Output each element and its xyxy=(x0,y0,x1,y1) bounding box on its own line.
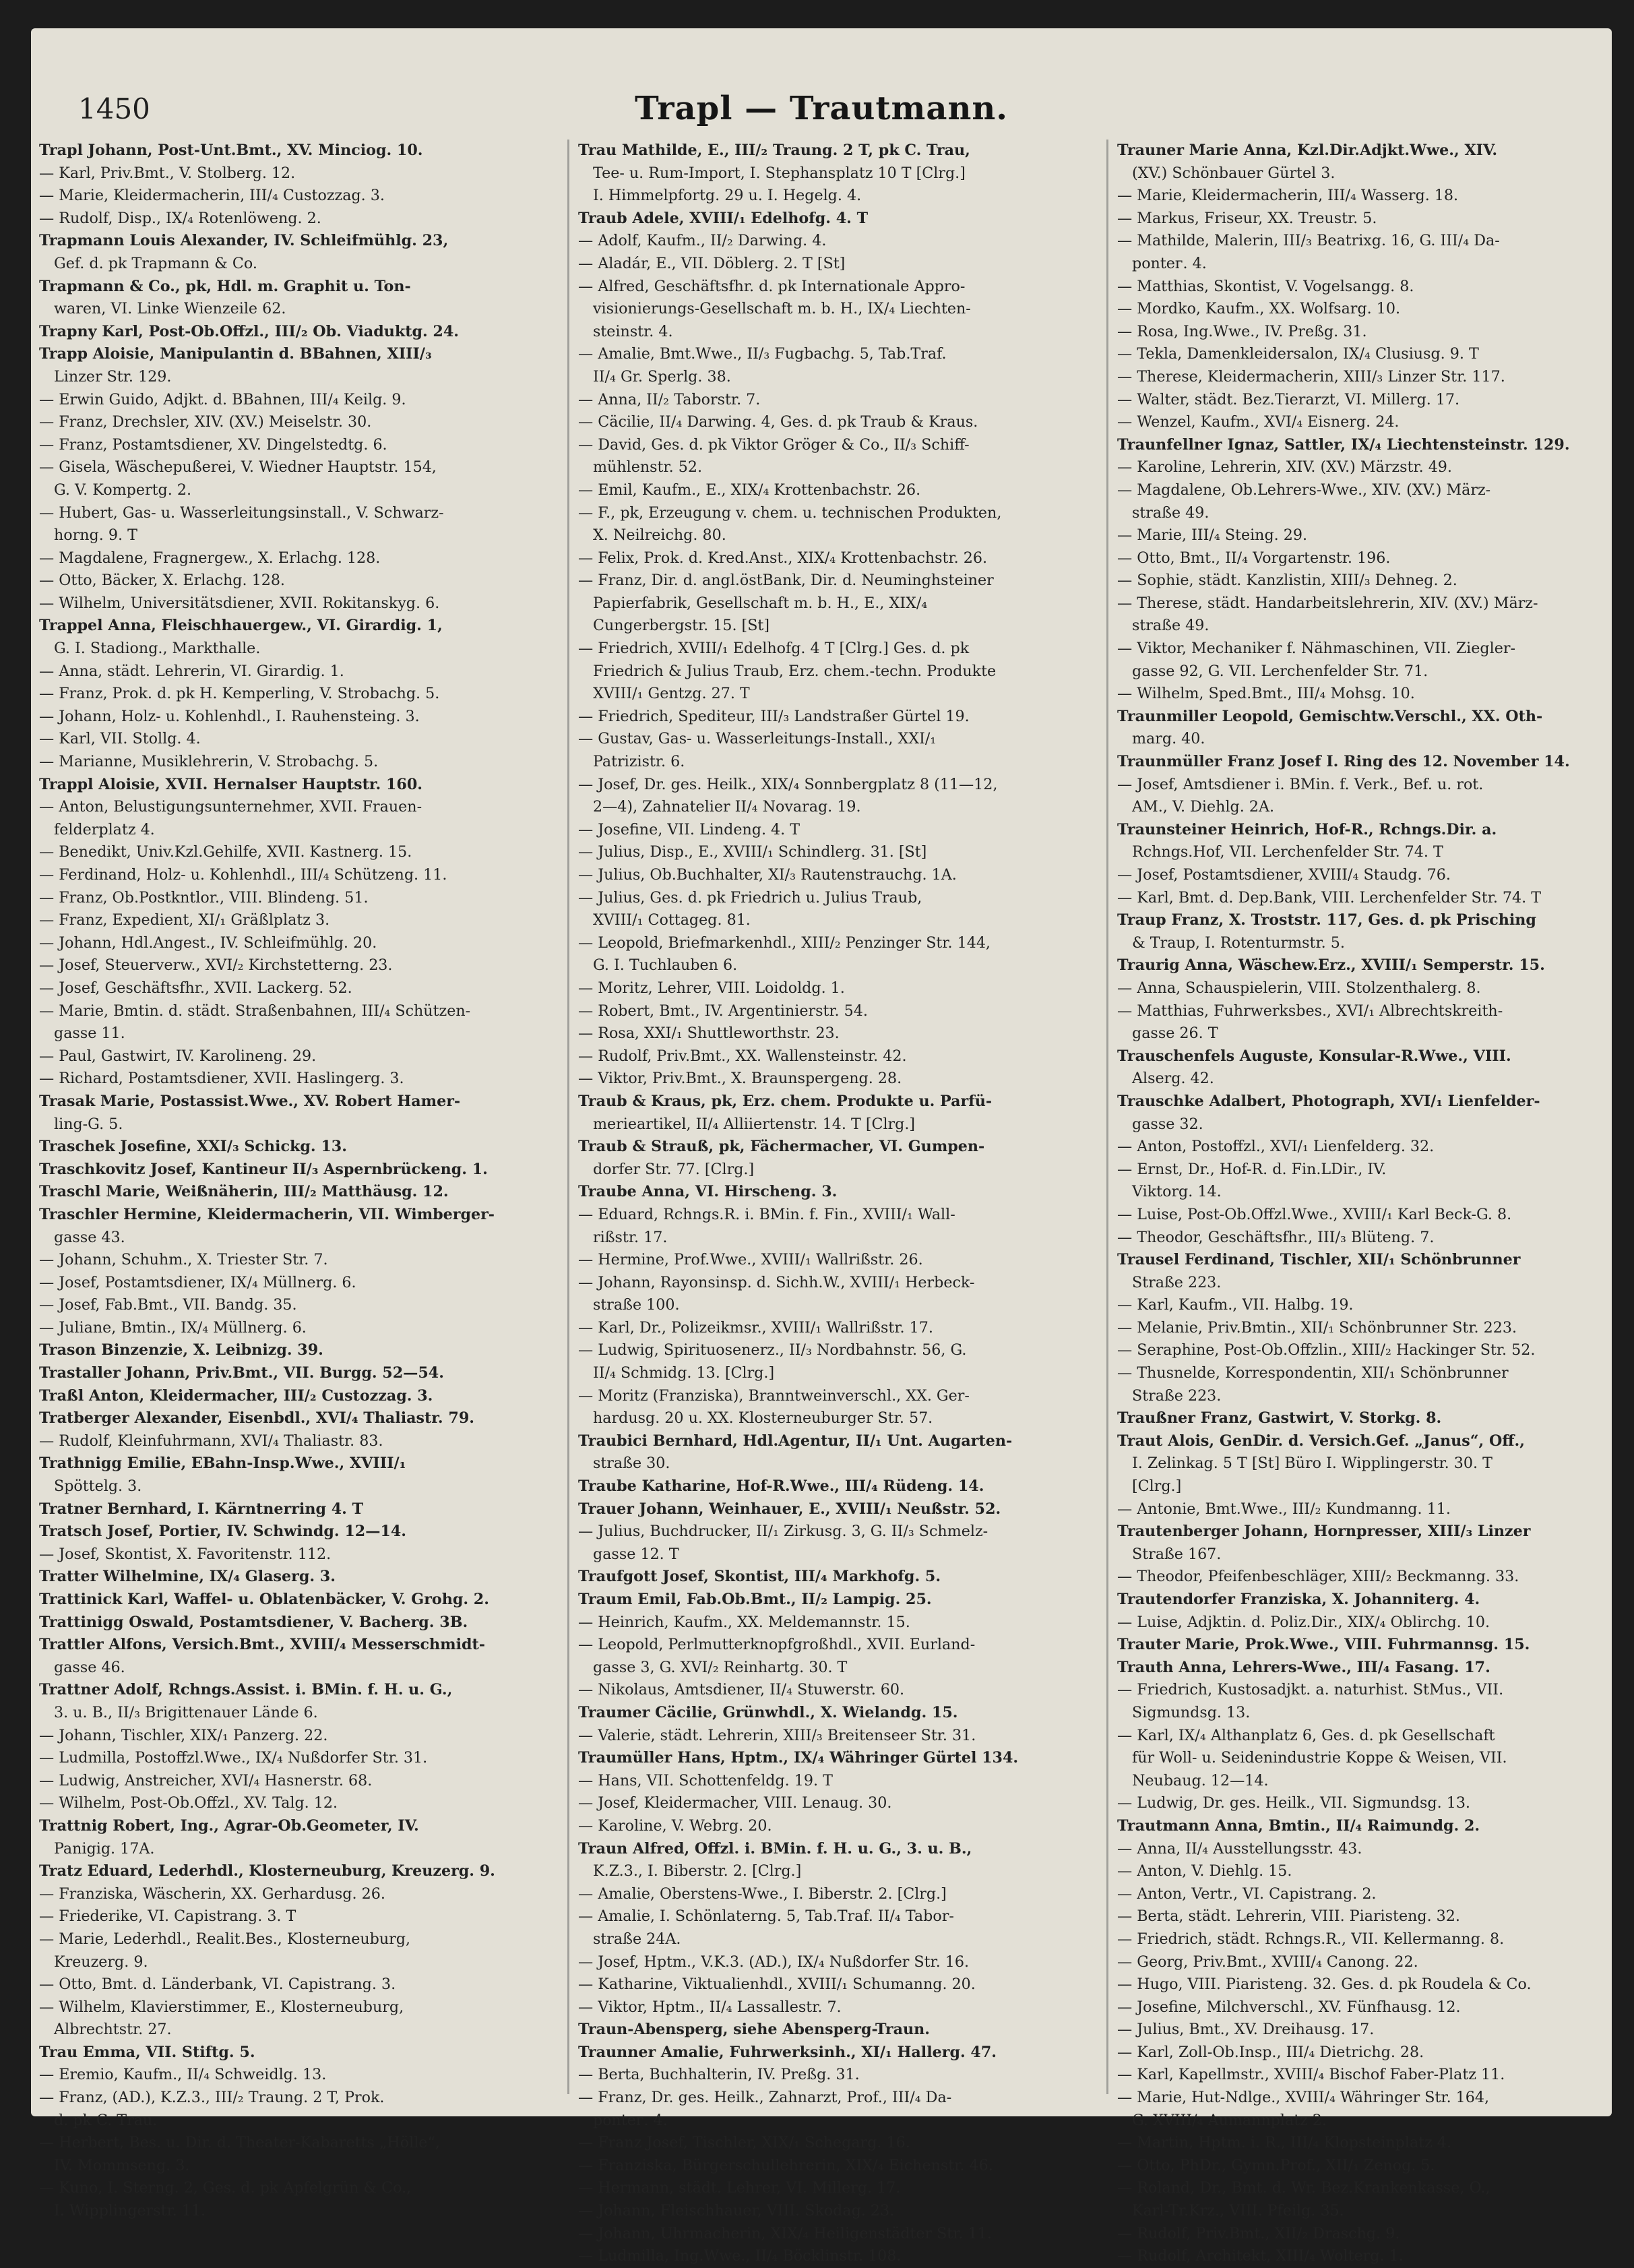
entry-line: — Eremio, Kaufm., II/₄ Schweidlg. 13. xyxy=(39,2066,327,2084)
entry-line: — Melanie, Priv.Bmtin., XII/₁ Schönbrunner Str. 223. xyxy=(1117,1318,1517,1337)
entry-line: — Friedrich, Spediteur, III/₃ Landstraßer Gürtel 19. xyxy=(578,707,970,725)
entry-line: — Marie, Lederhdl., Realit.Bes., Klosterneuburg, xyxy=(39,1930,411,1948)
entry-line: — Franz, Prok. d. pk H. Kemperling, V. Strobachg. 5. xyxy=(39,685,440,703)
entry-line: — Josef, Geschäftsfhr., XVII. Lackerg. 52. xyxy=(39,979,352,997)
entry-line: — Ludwig, Spirituosenerz., II/₃ Nordbahnstr. 56, G. xyxy=(578,1341,967,1359)
entry-line: — Marie, Hut-Ndlge., XVIII/₄ Währinger Str. 164, xyxy=(1117,2089,1490,2107)
entry-line: — Luise, Adjktin. d. Poliz.Dir., XIX/₄ Oblirchg. 10. xyxy=(1117,1613,1490,1631)
entry-line: — Otto, Bäcker, X. Erlachg. 128. xyxy=(39,572,285,590)
entry-line: straße 49. xyxy=(1132,617,1209,635)
column-divider xyxy=(1106,140,1108,2094)
entry-line: — Luise, Post-Ob.Offzl.Wwe., XVIII/₁ Karl Beck-G. 8. xyxy=(1117,1205,1512,1223)
entry-line: — Wilhelm, Post-Ob.Offzl., XV. Talg. 12. xyxy=(39,1794,338,1812)
entry-line: Spöttelg. 3. xyxy=(54,1477,142,1496)
entry-line: XVIII/₁ Gentzg. 27. T xyxy=(593,685,750,703)
entry-head-line: Traunfellner Ignaz, Sattler, IX/₄ Liechtensteinstr. 129. xyxy=(1117,435,1570,454)
entry-head-line: Trausel Ferdinand, Tischler, XII/₁ Schönbrunner xyxy=(1117,1251,1521,1269)
entry-line: — Johann, Uhrmacherin, XIX/₄ Heiligenstädter Str. 11. xyxy=(578,2224,992,2242)
entry-line: — Karl, IX/₄ Althanplatz 6, Ges. d. pk Gesellschaft xyxy=(1117,1726,1495,1744)
entry-line: — Julius, Ges. d. pk Friedrich u. Julius Traub, xyxy=(578,888,922,907)
entry-line: — Leopold, Perlmutterknopfgroßhdl., XVII. Eurland- xyxy=(578,1636,976,1654)
entry-line: G. V. Kompertg. 2. xyxy=(54,481,191,499)
entry-line: straße 24A. xyxy=(593,1930,681,1948)
entry-line: — Marie, Kleidermacherin, III/₄ Custozzag. 3. xyxy=(39,187,385,205)
entry-line: I. Zelinkag. 5 T [St] Büro I. Wipplingerstr. 30. T xyxy=(1132,1454,1492,1473)
entry-line: — Friedrich, städt. Rchngs.R., VII. Kellermanng. 8. xyxy=(1117,1930,1505,1948)
entry-line: — Hermine, Prof.Wwe., XVIII/₁ Wallrißstr. 26. xyxy=(578,1251,923,1269)
entry-line: — Franz, Ob.Postkntlor., VIII. Blindeng. 51. xyxy=(39,888,369,907)
entry-line: — Josef, Amtsdiener i. BMin. f. Verk., Bef. u. rot. xyxy=(1117,775,1484,793)
entry-head-line: Traut Alois, GenDir. d. Versich.Gef. „Janus“, Off., xyxy=(1117,1432,1525,1450)
entry-line: pontег. 4. xyxy=(1132,254,1207,272)
entry-line: gasse 11. xyxy=(54,1024,125,1043)
entry-line: Sigmundsg. 13. xyxy=(1132,1703,1251,1721)
entry-line: — Matthias, Fuhrwerksbes., XVI/₁ Albrechtskreith- xyxy=(1117,1002,1503,1020)
entry-head-line: Tratsch Josef, Portier, IV. Schwindg. 12—14. xyxy=(39,1523,406,1541)
entry-line: — Hugo, VIII. Piaristeng. 32. Ges. d. pk Roudela & Co. xyxy=(1117,1975,1532,1994)
entry-line: — Anna, städt. Lehrerin, VI. Girardig. 1. xyxy=(39,662,344,680)
entry-line: — Markus, Friseur, XX. Treustr. 5. xyxy=(1117,209,1377,227)
page-header xyxy=(31,92,1612,140)
directory-column-3 xyxy=(1117,140,1617,2265)
entry-line: — Josef, Hptm., V.K.3. (AD.), IX/₄ Nußdorfer Str. 16. xyxy=(578,1953,970,1971)
entry-line: — Josef, Steuerverw., XVI/₂ Kirchstetterng. 23. xyxy=(39,956,393,975)
entry-line: — Ernst, Dr., Hof-R. d. Fin.LDir., IV. xyxy=(1117,1160,1387,1178)
running-head: Trapl — Trautmann. xyxy=(635,90,1008,127)
entry-head-line: Trauschenfels Auguste, Konsular-R.Wwe., VIII. xyxy=(1117,1047,1511,1065)
directory-column-2 xyxy=(578,140,1096,2265)
entry-head-line: Trappel Anna, Fleischhauergew., VI. Girardig. 1, xyxy=(39,617,443,635)
entry-line: — Rudolf, Architekt, XIII/₄ Wolterg. 1. xyxy=(1117,2247,1404,2265)
entry-head-line: Traube Katharine, Hof-R.Wwe., III/₄ Rüdeng. 14. xyxy=(578,1477,984,1496)
entry-head-line: Traunsteiner Heinrich, Hof-R., Rchngs.Dir. a. xyxy=(1117,820,1497,838)
entry-line: Kreuzerg. 9. xyxy=(54,1953,148,1971)
entry-head-line: Trapny Karl, Post-Ob.Offzl., III/₂ Ob. Viaduktg. 24. xyxy=(39,322,460,340)
entry-head-line: Traschl Marie, Weißnäherin, III/₂ Matthäusg. 12. xyxy=(39,1183,449,1201)
entry-line: — Georg, Priv.Bmt., XVIII/₄ Canong. 22. xyxy=(1117,1953,1418,1971)
entry-line: visionierungs-Gesellschaft m. b. H., IX/₄ Liechten- xyxy=(593,300,971,318)
entry-line: — Franz Josef, Tischler, XIX/₁ Schegarg. 16. xyxy=(578,2134,910,2152)
entry-head-line: Traufgott Josef, Skontist, III/₄ Markhofg. 5. xyxy=(578,1568,941,1586)
entry-line: — Franz, Dir. d. angl.östBank, Dir. d. Neuminghsteiner xyxy=(578,572,994,590)
entry-head-line: Traum Emil, Fab.Ob.Bmt., II/₂ Lampig. 25. xyxy=(578,1591,932,1608)
entry-line: — Franziska, Wäscherin, XX. Gerhardusg. 26. xyxy=(39,1884,385,1903)
entry-line: — Friedrich, Kustosadjkt. a. naturhist. StMus., VII. xyxy=(1117,1681,1504,1699)
entry-line: Rchngs.Hof, VII. Lerchenfelder Str. 74. T xyxy=(1132,843,1443,861)
entry-line: Albrechtstr. 27. xyxy=(54,2021,172,2039)
entry-line: 3. u. B., II/₃ Brigittenauer Lände 6. xyxy=(54,1703,318,1721)
entry-line: — Julius, Bmt., XV. Dreihausg. 17. xyxy=(1117,2021,1375,2039)
entry-line: AM., V. Diehlg. 2A. xyxy=(1132,798,1275,816)
entry-line: G. I. Tuchlauben 6. xyxy=(593,956,738,975)
entry-line: — Juliane, Bmtin., IX/₄ Müllnerg. 6. xyxy=(39,1318,307,1337)
entry-line: dorfer Str. 77. [Clrg.] xyxy=(593,1160,755,1178)
entry-line: — Herbert, Bes. u. Dir. d. Theater-Kabaretts „Hölle“, xyxy=(39,2134,440,2152)
entry-line: — Karl, Kapellmstr., XVIII/₄ Bischof Faber-Platz 11. xyxy=(1117,2066,1505,2084)
entry-line: — Friedrich, XVIII/₁ Edelhofg. 4 T [Clrg.] Ges. d. pk xyxy=(578,640,970,658)
entry-line: gasse 92, G. VII. Lerchenfelder Str. 71. xyxy=(1132,662,1428,680)
entry-line: — Wilhelm, Universitätsdiener, XVII. Rokitanskyg. 6. xyxy=(39,594,440,612)
entry-head-line: Trathnigg Emilie, EBahn-Insp.Wwe., XVIII/₁ xyxy=(39,1454,406,1473)
entry-line: — Otto, Bmt., II/₄ Vorgartenstr. 196. xyxy=(1117,549,1391,567)
entry-head-line: Trauschke Adalbert, Photograph, XVI/₁ Lienfelder- xyxy=(1117,1092,1540,1110)
entry-line: X. Neilreichg. 80. xyxy=(593,526,726,545)
entry-line: & Traup, I. Rotenturmstr. 5. xyxy=(1132,933,1345,952)
entry-line: marg. 40. xyxy=(1132,730,1205,748)
entry-line: — Karl, Priv.Bmt., V. Stolberg. 12. xyxy=(39,164,296,182)
entry-line: hardusg. 20 u. XX. Klosterneuburger Str. 57. xyxy=(593,1409,933,1428)
entry-line: I. Himmelpfortg. 29 u. I. Hegelg. 4. xyxy=(593,187,862,205)
entry-line: Linzer Str. 129. xyxy=(54,367,172,386)
entry-line: rißstr. 17. xyxy=(593,1228,668,1246)
entry-line: — Hermann, städt. Lehrer, VI. Millerg. 17. xyxy=(578,2179,901,2197)
entry-line: gasse 43. xyxy=(54,1228,125,1246)
column-divider xyxy=(567,140,569,2094)
entry-head-line: Trauth Anna, Lehrers-Wwe., III/₄ Fasang. 17. xyxy=(1117,1658,1490,1676)
entry-line: — Moritz (Franziska), Branntweinverschl., XX. Ger- xyxy=(578,1386,970,1405)
entry-head-line: Traub & Strauß, pk, Fächermacher, VI. Gumpen- xyxy=(578,1138,985,1156)
entry-line: — Josef, Skontist, X. Favoritenstr. 112. xyxy=(39,1545,332,1563)
entry-line: — Josef, Postamtsdiener, XVIII/₄ Staudg. 76. xyxy=(1117,866,1451,884)
entry-line: — Rudolf, Priv.Bmt., XII/₂ Draschg. 9. xyxy=(1117,2224,1400,2242)
entry-line: — Anton, V. Diehlg. 15. xyxy=(1117,1862,1292,1880)
entry-line: — Paul, Gastwirt, IV. Karolineng. 29. xyxy=(39,1047,317,1065)
entry-head-line: Traun Alfred, Offzl. i. BMin. f. H. u. G., 3. u. B., xyxy=(578,1839,972,1858)
entry-line: gasse 26. T xyxy=(1132,1024,1218,1043)
entry-line: Papierfabrik, Gesellschaft m. b. H., E., XIX/₄ xyxy=(593,594,928,612)
entry-line: — Franz, Expedient, XI/₁ Gräßlplatz 3. xyxy=(39,911,330,929)
entry-line: — Kuno, I. Sterng. 2, Ges. d. pk Apfelgrün & Co., xyxy=(39,2179,412,2197)
entry-line: — Franz, Postamtsdiener, XV. Dingelstedtg. 6. xyxy=(39,435,387,454)
entry-line: — Richard, Postamtsdiener, XVII. Haslingerg. 3. xyxy=(39,1070,404,1088)
entry-head-line: Traup Franz, X. Troststr. 117, Ges. d. pk Prisching xyxy=(1117,911,1536,929)
entry-line: — Gisela, Wäschepußerei, V. Wiedner Hauptstr. 154, xyxy=(39,458,437,477)
entry-line: — Matthias, Skontist, V. Vogelsangg. 8. xyxy=(1117,277,1414,295)
entry-line: — Wenzel, Kaufm., XVI/₄ Eisnerg. 24. xyxy=(1117,413,1400,431)
entry-line: — Karl, Zoll-Ob.Insp., III/₄ Dietrichg. 28. xyxy=(1117,2043,1424,2061)
entry-head-line: Trattnig Robert, Ing., Agrar-Ob.Geometer, IV. xyxy=(39,1816,419,1835)
entry-line: — Anton, Belustigungsunternehmer, XVII. Frauen- xyxy=(39,798,422,816)
entry-line: — Leopold, Briefmarkenhdl., XIII/₂ Penzinger Str. 144, xyxy=(578,933,991,952)
entry-line: gasse 3, G. XVI/₂ Reinhartg. 30. T xyxy=(593,1658,848,1676)
entry-line: straße 49. xyxy=(1132,503,1209,522)
entry-line: — Roland, Dr., Bmt. d. Wr. Bez.Krankenkasse, O., xyxy=(1117,2179,1490,2197)
entry-head-line: Traub Adele, XVIII/₁ Edelhofg. 4. T xyxy=(578,209,869,227)
entry-line: [Clrg.] xyxy=(1132,1477,1182,1496)
entry-line: — Thusnelde, Korrespondentin, XII/₁ Schönbrunner xyxy=(1117,1364,1509,1382)
entry-head-line: Trauner Marie Anna, Kzl.Dir.Adjkt.Wwe., XIV. xyxy=(1117,142,1498,159)
entry-line: — Hans, VII. Schottenfeldg. 19. T xyxy=(578,1771,833,1789)
entry-head-line: Tratter Wilhelmine, IX/₄ Glaserg. 3. xyxy=(39,1568,336,1586)
entry-line: — Franz, Drechsler, XIV. (XV.) Meiselstr. 30. xyxy=(39,413,372,431)
entry-line: — Antonie, Bmt.Wwe., III/₂ Kundmanng. 11. xyxy=(1117,1500,1451,1518)
entry-line: — Valerie, städt. Lehrerin, XIII/₃ Breitenseer Str. 31. xyxy=(578,1726,976,1744)
entry-line: — Adolf, Kaufm., II/₂ Darwing. 4. xyxy=(578,232,827,250)
entry-head-line: Tratberger Alexander, Eisenbdl., XVI/₄ Thaliastr. 79. xyxy=(39,1409,474,1428)
entry-line: — Amalie, I. Schönlaterng. 5, Tab.Traf. II/₄ Tabor- xyxy=(578,1907,954,1926)
entry-line: Tee- u. Rum-Import, I. Stephansplatz 10 T [Clrg.] xyxy=(593,164,966,182)
entry-line: — Ludmilla, Ing.Wwe., II/₄ Böcklinstr. 108. xyxy=(578,2247,902,2265)
entry-line: — Magdalene, Fragnergew., X. Erlachg. 128. xyxy=(39,549,381,567)
entry-line: — Magdalene, Ob.Lehrers-Wwe., XIV. (XV.) März- xyxy=(1117,481,1491,499)
entry-line: — Seraphine, Post-Ob.Offzlin., XIII/₂ Hackinger Str. 52. xyxy=(1117,1341,1536,1359)
entry-line: (XV.) Schönbauer Gürtel 3. xyxy=(1132,164,1336,182)
entry-head-line: Trau Mathilde, E., III/₂ Traung. 2 T, pk C. Trau, xyxy=(578,142,970,159)
entry-head-line: Traschkovitz Josef, Kantineur II/₃ Aspernbrückeng. 1. xyxy=(39,1160,488,1178)
entry-line: II/₄ Gr. Sperlg. 38. xyxy=(593,367,731,386)
entry-line: — Amalie, Oberstens-Wwe., I. Biberstr. 2. [Clrg.] xyxy=(578,1884,947,1903)
entry-line: — Berta, städt. Lehrerin, VIII. Piaristeng. 32. xyxy=(1117,1907,1460,1926)
entry-head-line: Trappl Aloisie, XVII. Hernalser Hauptstr. 160. xyxy=(39,775,422,793)
entry-head-line: Trau Emma, VII. Stiftg. 5. xyxy=(39,2043,255,2061)
entry-line: — Ludwig, Dr. ges. Heilk., VII. Sigmundsg. 13. xyxy=(1117,1794,1470,1812)
entry-line: — Johann, Schuhm., X. Triester Str. 7. xyxy=(39,1251,328,1269)
entry-line: Neubaug. 12—14. xyxy=(1132,1771,1269,1789)
entry-line: — Hubert, Gas- u. Wasserleitungsinstall., V. Schwarz- xyxy=(39,503,444,522)
entry-line: — Eduard, Rchngs.R. i. BMin. f. Fin., XVIII/₁ Wall- xyxy=(578,1205,955,1223)
entry-line: — Viktor, Priv.Bmt., X. Braunspergeng. 28. xyxy=(578,1070,902,1088)
entry-line: Patrizistr. 6. xyxy=(593,753,685,771)
entry-line: — Theodor, Pfeifenbeschläger, XIII/₂ Beckmanng. 33. xyxy=(1117,1568,1519,1586)
entry-line: — Erwin Guido, Adjkt. d. BBahnen, III/₄ Keilg. 9. xyxy=(39,390,406,408)
entry-line: merieartikel, II/₄ Alliiertenstr. 14. T [Clrg.] xyxy=(593,1115,916,1133)
entry-head-line: Traunmüller Franz Josef I. Ring des 12. November 14. xyxy=(1117,753,1570,771)
entry-line: — Friederike, VI. Capistrang. 3. T xyxy=(39,1907,296,1926)
entry-line: Karl-Tr.Krz., VIII. Pfeilg. 35. xyxy=(1132,2202,1344,2220)
entry-head-line: Traunmiller Leopold, Gemischtw.Verschl., XX. Oth- xyxy=(1117,707,1543,725)
entry-head-line: Trastaller Johann, Priv.Bmt., VII. Burgg. 52—54. xyxy=(39,1364,444,1382)
entry-line: — Johann, Tischler, XIX/₁ Panzerg. 22. xyxy=(39,1726,328,1744)
entry-line: — Karl, Bmt. d. Dep.Bank, VIII. Lerchenfelder Str. 74. T xyxy=(1117,888,1542,907)
entry-head-line: Trauer Johann, Weinhauer, E., XVIII/₁ Neußstr. 52. xyxy=(578,1500,1001,1518)
entry-line: — Walter, städt. Bez.Tierarzt, VI. Millerg. 17. xyxy=(1117,390,1460,408)
entry-line: — Gustav, Gas- u. Wasserleitungs-Install., XXI/₁ xyxy=(578,730,937,748)
entry-line: — Marie, Bmtin. d. städt. Straßenbahnen, III/₄ Schützen- xyxy=(39,1002,471,1020)
entry-line: — Sophie, städt. Kanzlistin, XIII/₃ Dehneg. 2. xyxy=(1117,572,1457,590)
entry-head-line: Trattler Alfons, Versich.Bmt., XVIII/₄ Messerschmidt- xyxy=(39,1636,485,1654)
entry-head-line: Trautmann Anna, Bmtin., II/₄ Raimundg. 2. xyxy=(1117,1816,1480,1835)
entry-line: — Katharine, Viktualienhdl., XVIII/₁ Schumanng. 20. xyxy=(578,1975,976,1994)
entry-line: — Moritz, Lehrer, VIII. Loidoldg. 1. xyxy=(578,979,845,997)
entry-line: — Josef, Fab.Bmt., VII. Bandg. 35. xyxy=(39,1296,297,1314)
entry-line: gasse 12. T xyxy=(593,1545,679,1563)
entry-line: — Franz, Dr. ges. Heilk., Zahnarzt, Prof., III/₄ Da- xyxy=(578,2089,952,2107)
entry-head-line: Traun-Abensperg, siehe Abensperg-Traun. xyxy=(578,2021,930,2039)
entry-line: — Karl, Kaufm., VII. Halbg. 19. xyxy=(1117,1296,1354,1314)
entry-line: — Josefine, VII. Lindeng. 4. T xyxy=(578,820,800,838)
entry-line: — Rosa, XXI/₁ Shuttleworthstr. 23. xyxy=(578,1024,840,1043)
entry-line: — Josef, Postamtsdiener, IX/₄ Müllnerg. 6. xyxy=(39,1273,356,1291)
entry-line: ling-G. 5. xyxy=(54,1115,123,1133)
entry-head-line: Traube Anna, VI. Hirscheng. 3. xyxy=(578,1183,838,1201)
entry-line: — Emil, Kaufm., E., XIX/₄ Krottenbachstr. 26. xyxy=(578,481,921,499)
entry-head-line: Traunner Amalie, Fuhrwerksinh., XI/₁ Hallerg. 47. xyxy=(578,2043,997,2061)
entry-line: — Karl, Dr., Polizeikmsr., XVIII/₁ Wallrißstr. 17. xyxy=(578,1318,933,1337)
entry-head-line: Trasak Marie, Postassist.Wwe., XV. Robert Hamer- xyxy=(39,1092,461,1110)
entry-line: — Viktor, Mechaniker f. Nähmaschinen, VII. Ziegler- xyxy=(1117,640,1515,658)
entry-line: — Anton, Postoffzl., XVI/₁ Lienfelderg. 32. xyxy=(1117,1138,1435,1156)
entry-line: — Berta, Buchhalterin, IV. Preßg. 31. xyxy=(578,2066,860,2084)
entry-head-line: Trautendorfer Franziska, X. Johanniterg. 4. xyxy=(1117,1591,1480,1608)
entry-line: — Anton, Vertr., VI. Capistrang. 2. xyxy=(1117,1884,1377,1903)
entry-line: — Marie, III/₄ Steing. 29. xyxy=(1117,526,1308,545)
entry-line: Viktorg. 14. xyxy=(1132,1183,1222,1201)
entry-head-line: Traußner Franz, Gastwirt, V. Storkg. 8. xyxy=(1117,1409,1442,1428)
entry-line: Straße 223. xyxy=(1132,1273,1222,1291)
entry-line: — Franz, (AD.), K.Z.3., III/₂ Traung. 2 T, Prok. xyxy=(39,2089,385,2107)
entry-line: — Felix, Prok. d. Kred.Anst., XIX/₄ Krottenbachstr. 26. xyxy=(578,549,988,567)
entry-head-line: Trapl Johann, Post-Unt.Bmt., XV. Minciog. 10. xyxy=(39,142,423,159)
entry-line: — Aladár, E., VII. Döblerg. 2. T [St] xyxy=(578,254,846,272)
entry-line: horng. 9. T xyxy=(54,526,137,545)
entry-line: Panigig. 17A. xyxy=(54,1839,155,1858)
entry-line: gasse 32. xyxy=(1132,1115,1203,1133)
entry-line: G. I. Stadiong., Markthalle. xyxy=(54,640,261,658)
entry-head-line: Traschek Josefine, XXI/₃ Schickg. 13. xyxy=(39,1138,347,1156)
entry-line: IV. Mommseng. 3. xyxy=(54,2156,190,2174)
entry-line: waren, VI. Linke Wienzeile 62. xyxy=(54,300,286,318)
entry-line: — Anna, II/₄ Ausstellungsstr. 43. xyxy=(1117,1839,1362,1858)
entry-line: K.Z.3., I. Biberstr. 2. [Clrg.] xyxy=(593,1862,802,1880)
entry-line: — Viktor, Hptm., II/₄ Lassallestr. 7. xyxy=(578,1998,842,2016)
entry-head-line: Trautenberger Johann, Hornpresser, XIII/₃ Linzer xyxy=(1117,1523,1531,1541)
entry-head-line: Trauter Marie, Prok.Wwe., VIII. Fuhrmannsg. 15. xyxy=(1117,1636,1530,1654)
entry-line: — Martin, Hptm. i. R., III/₄ Klopsteinplatz 4. xyxy=(1117,2134,1452,2152)
entry-line: — Therese, Kleidermacherin, XIII/₃ Linzer Str. 117. xyxy=(1117,367,1505,386)
entry-line: für Woll- u. Seidenindustrie Koppe & Weisen, VII. xyxy=(1132,1749,1507,1767)
entry-line: pontег. 4. xyxy=(593,2111,668,2129)
entry-head-line: Trattinigg Oswald, Postamtsdiener, V. Bacherg. 3B. xyxy=(39,1613,468,1631)
entry-line: — Tekla, Damenkleidersalon, IX/₄ Clusiusg. 9. T xyxy=(1117,345,1479,363)
entry-head-line: Traßl Anton, Kleidermacher, III/₂ Custozzag. 3. xyxy=(39,1386,433,1405)
entry-head-line: Traumüller Hans, Hptm., IX/₄ Währinger Gürtel 134. xyxy=(578,1749,1019,1767)
entry-line: straße 30. xyxy=(593,1454,670,1473)
entry-line: — Julius, Buchdrucker, II/₁ Zirkusg. 3, G. II/₃ Schmelz- xyxy=(578,1523,988,1541)
entry-line: — Rudolf, Kleinfuhrmann, XVI/₄ Thaliastr. 83. xyxy=(39,1432,383,1450)
entry-line: XVIII/₁ Cottageg. 81. xyxy=(593,911,751,929)
entry-line: — Theodor, Geschäftsfhr., III/₃ Blüteng. 7. xyxy=(1117,1228,1435,1246)
entry-line: — Ferdinand, Holz- u. Kohlenhdl., III/₄ Schützeng. 11. xyxy=(39,866,447,884)
entry-head-line: Tratner Bernhard, I. Kärntnerring 4. T xyxy=(39,1500,364,1518)
entry-head-line: Traumer Cäcilie, Grünwhdl., X. Wielandg. 15. xyxy=(578,1703,958,1721)
entry-line: — Josefine, Milchverschl., XV. Fünfhausg. 12. xyxy=(1117,1998,1461,2016)
entry-line: — Julius, Ob.Buchhalter, XI/₃ Rautenstrauchg. 1A. xyxy=(578,866,957,884)
entry-line: — Amalie, Bmt.Wwe., II/₃ Fugbachg. 5, Tab.Traf. xyxy=(578,345,947,363)
entry-head-line: Trapmann Louis Alexander, IV. Schleifmühlg. 23, xyxy=(39,232,449,250)
entry-head-line: Trason Binzenzie, X. Leibnizg. 39. xyxy=(39,1341,323,1359)
directory-page xyxy=(31,28,1612,2265)
entry-line: — Karl, VII. Stollg. 4. xyxy=(39,730,201,748)
directory-column-1 xyxy=(39,140,557,2220)
entry-line: — Wilhelm, Sped.Bmt., III/₄ Mohsg. 10. xyxy=(1117,685,1415,703)
entry-line: — Rosa, Ing.Wwe., IV. Preßg. 31. xyxy=(1117,322,1367,340)
entry-head-line: Trapmann & Co., pk, Hdl. m. Graphit u. Ton- xyxy=(39,277,411,295)
entry-line: d. pk C. Trau. xyxy=(54,2111,158,2129)
entry-line: — Mathilde, Malerin, III/₃ Beatrixg. 16, G. III/₄ Da- xyxy=(1117,232,1500,250)
entry-line: — Cäcilie, II/₄ Darwing. 4, Ges. d. pk Traub & Kraus. xyxy=(578,413,978,431)
entry-line: — David, Ges. d. pk Viktor Gröger & Co., II/₃ Schiff- xyxy=(578,435,970,454)
entry-line: Friedrich & Julius Traub, Erz. chem.-techn. Produkte xyxy=(593,662,997,680)
entry-line: — Johann, Rayonsinsp. d. Sichh.W., XVIII/₁ Herbeck- xyxy=(578,1273,975,1291)
entry-head-line: Tratz Eduard, Lederhdl., Klosterneuburg, Kreuzerg. 9. xyxy=(39,1862,495,1880)
page-number: 1450 xyxy=(78,92,150,125)
entry-line: — Johann, Holz- u. Kohlenhdl., I. Rauhensteing. 3. xyxy=(39,707,420,725)
entry-line: — Therese, städt. Handarbeitslehrerin, XIV. (XV.) März- xyxy=(1117,594,1538,612)
entry-line: — Anna, II/₂ Taborstr. 7. xyxy=(578,390,761,408)
entry-line: — Marie, Kleidermacherin, III/₄ Wasserg. 18. xyxy=(1117,187,1459,205)
entry-line: — Alfred, Geschäftsfhr. d. pk Internationale Appro- xyxy=(578,277,966,295)
entry-line: Alserg. 42. xyxy=(1132,1070,1214,1088)
entry-line: — Rudolf, Disp., IX/₄ Rotenlöweng. 2. xyxy=(39,209,321,227)
entry-line: Cungerbergstr. 15. [St] xyxy=(593,617,769,635)
entry-line: — Johann, Fleischhauer, VIII. Skodag. 23. xyxy=(578,2202,895,2220)
entry-line: — Franziska, Bürgerschullehrerin, XIX/₄ Eichenstr. 46. xyxy=(578,2156,993,2174)
entry-line: — Robert, Bmt., IV. Argentinierstr. 54. xyxy=(578,1002,868,1020)
entry-line: — Karoline, V. Webrg. 20. xyxy=(578,1816,772,1835)
entry-line: straße 100. xyxy=(593,1296,680,1314)
entry-head-line: Traschler Hermine, Kleidermacherin, VII. Wimberger- xyxy=(39,1205,495,1223)
entry-line: — Karoline, Lehrerin, XIV. (XV.) Märzstr. 49. xyxy=(1117,458,1452,477)
entry-line: gasse 46. xyxy=(54,1658,125,1676)
entry-line: — Mordko, Kaufm., XX. Wolfsarg. 10. xyxy=(1117,300,1401,318)
entry-line: — Julius, Disp., E., XVIII/₁ Schindlerg. 31. [St] xyxy=(578,843,927,861)
entry-line: — Benedikt, Univ.Kzl.Gehilfe, XVII. Kastnerg. 15. xyxy=(39,843,412,861)
entry-line: — Rudolf, Priv.Bmt., XX. Wallensteinstr. 42. xyxy=(578,1047,907,1065)
entry-line: — Ludwig, Anstreicher, XVI/₄ Hasnerstr. 68. xyxy=(39,1771,373,1789)
entry-line: 2—4), Zahnatelier II/₄ Novarag. 19. xyxy=(593,798,861,816)
entry-line: felderplatz 4. xyxy=(54,820,155,838)
entry-head-line: Trattner Adolf, Rchngs.Assist. i. BMin. f. H. u. G., xyxy=(39,1681,453,1699)
entry-line: G. XVIII/₄ Aumannplatz 2. xyxy=(1132,2111,1327,2129)
entry-line: — Nikolaus, Amtsdiener, II/₄ Stuwerstr. 60. xyxy=(578,1681,905,1699)
entry-line: mühlenstr. 52. xyxy=(593,458,702,477)
entry-line: Gef. d. pk Trapmann & Co. xyxy=(54,254,257,272)
entry-line: — Otto, PhDr., Gymn.Prof., XII/₁ Zenog. 5. xyxy=(1117,2156,1435,2174)
entry-line: — Wilhelm, Klavierstimmer, E., Klosterneuburg, xyxy=(39,1998,404,2016)
entry-line: — Josef, Kleidermacher, VIII. Lenaug. 30. xyxy=(578,1794,892,1812)
entry-head-line: Traubici Bernhard, Hdl.Agentur, II/₁ Unt. Augarten- xyxy=(578,1432,1013,1450)
entry-head-line: Trapp Aloisie, Manipulantin d. BBahnen, XIII/₃ xyxy=(39,345,432,363)
entry-line: — Otto, Bmt. d. Länderbank, VI. Capistrang. 3. xyxy=(39,1975,396,1994)
entry-head-line: Trattinick Karl, Waffel- u. Oblatenbäcker, V. Grohg. 2. xyxy=(39,1591,489,1608)
entry-line: — Marianne, Musiklehrerin, V. Strobachg. 5. xyxy=(39,753,379,771)
entry-line: — Heinrich, Kaufm., XX. Meldemannstr. 15. xyxy=(578,1613,910,1631)
entry-line: — Anna, Schauspielerin, VIII. Stolzenthalerg. 8. xyxy=(1117,979,1481,997)
entry-line: — Ludmilla, Postoffzl.Wwe., IX/₄ Nußdorfer Str. 31. xyxy=(39,1749,428,1767)
entry-head-line: Traurig Anna, Wäschew.Erz., XVIII/₁ Semperstr. 15. xyxy=(1117,956,1545,975)
entry-line: — F., pk, Erzeugung v. chem. u. technischen Produkten, xyxy=(578,503,1002,522)
entry-line: steinstr. 4. xyxy=(593,322,673,340)
entry-line: — Johann, Hdl.Angest., IV. Schleifmühlg. 20. xyxy=(39,933,377,952)
entry-line: I. Wipplingerstr. 11. xyxy=(54,2202,206,2220)
entry-line: Straße 167. xyxy=(1132,1545,1222,1563)
entry-head-line: Traub & Kraus, pk, Erz. chem. Produkte u. Parfü- xyxy=(578,1092,993,1110)
entry-line: II/₄ Schmidg. 13. [Clrg.] xyxy=(593,1364,775,1382)
entry-line: — Josef, Dr. ges. Heilk., XIX/₄ Sonnbergplatz 8 (11—12, xyxy=(578,775,998,793)
entry-line: Straße 223. xyxy=(1132,1386,1222,1405)
